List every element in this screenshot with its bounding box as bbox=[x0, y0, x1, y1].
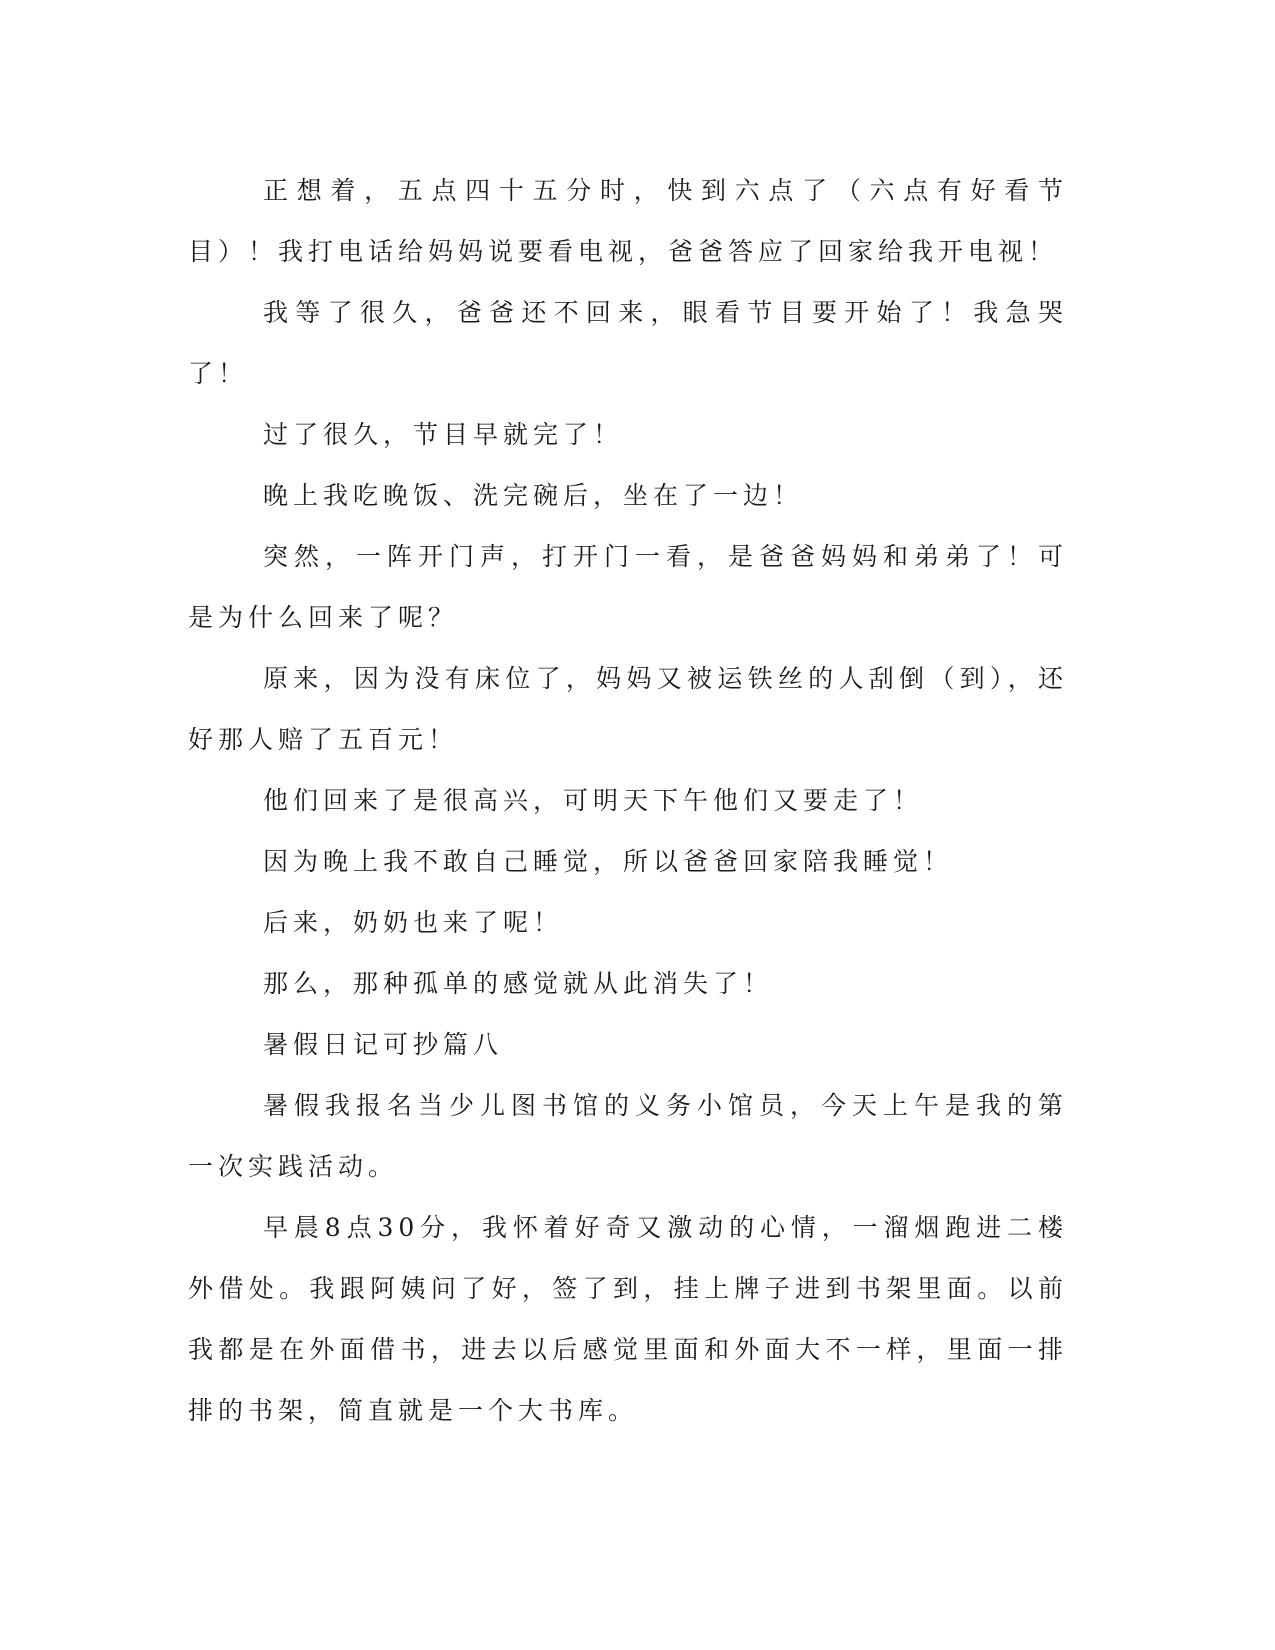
paragraph-4: 晚上我吃晚饭、洗完碗后，坐在了一边！ bbox=[263, 481, 804, 510]
paragraph-11: 暑假我报名当少儿图书馆的义务小馆员，今天上午是我的第一次实践活动。 bbox=[188, 1091, 1068, 1181]
paragraph-7: 他们回来了是很高兴，可明天下午他们又要走了！ bbox=[263, 786, 924, 815]
paragraph-12: 早晨8点30分，我怀着好奇又激动的心情，一溜烟跑进二楼外借处。我跟阿姨问了好，签了到，挂上牌子进到书架里面。以前我都是在外面借书，进去以后感觉里面和外面大不一样，里面一排排的书架，简直就是一个大书库。 bbox=[188, 1213, 1068, 1425]
paragraph-1: 正想着，五点四十五分时，快到六点了（六点有好看节目）！我打电话给妈妈说要看电视，爸爸答应了回家给我开电视！ bbox=[188, 176, 1068, 266]
document-body bbox=[188, 160, 1068, 1441]
paragraph-5: 突然，一阵开门声，打开门一看，是爸爸妈妈和弟弟了！可是为什么回来了呢？ bbox=[188, 542, 1068, 632]
paragraph-10: 那么，那种孤单的感觉就从此消失了！ bbox=[263, 969, 774, 998]
paragraph-2: 我等了很久，爸爸还不回来，眼看节目要开始了！我急哭了！ bbox=[188, 298, 1068, 388]
section-heading: 暑假日记可抄篇八 bbox=[263, 1030, 504, 1059]
paragraph-6: 原来，因为没有床位了，妈妈又被运铁丝的人刮倒（到），还好那人赔了五百元！ bbox=[188, 664, 1068, 754]
paragraph-3: 过了很久，节目早就完了！ bbox=[263, 420, 624, 449]
paragraph-8: 因为晚上我不敢自己睡觉，所以爸爸回家陪我睡觉！ bbox=[263, 847, 954, 876]
paragraph-9: 后来，奶奶也来了呢！ bbox=[263, 908, 564, 937]
